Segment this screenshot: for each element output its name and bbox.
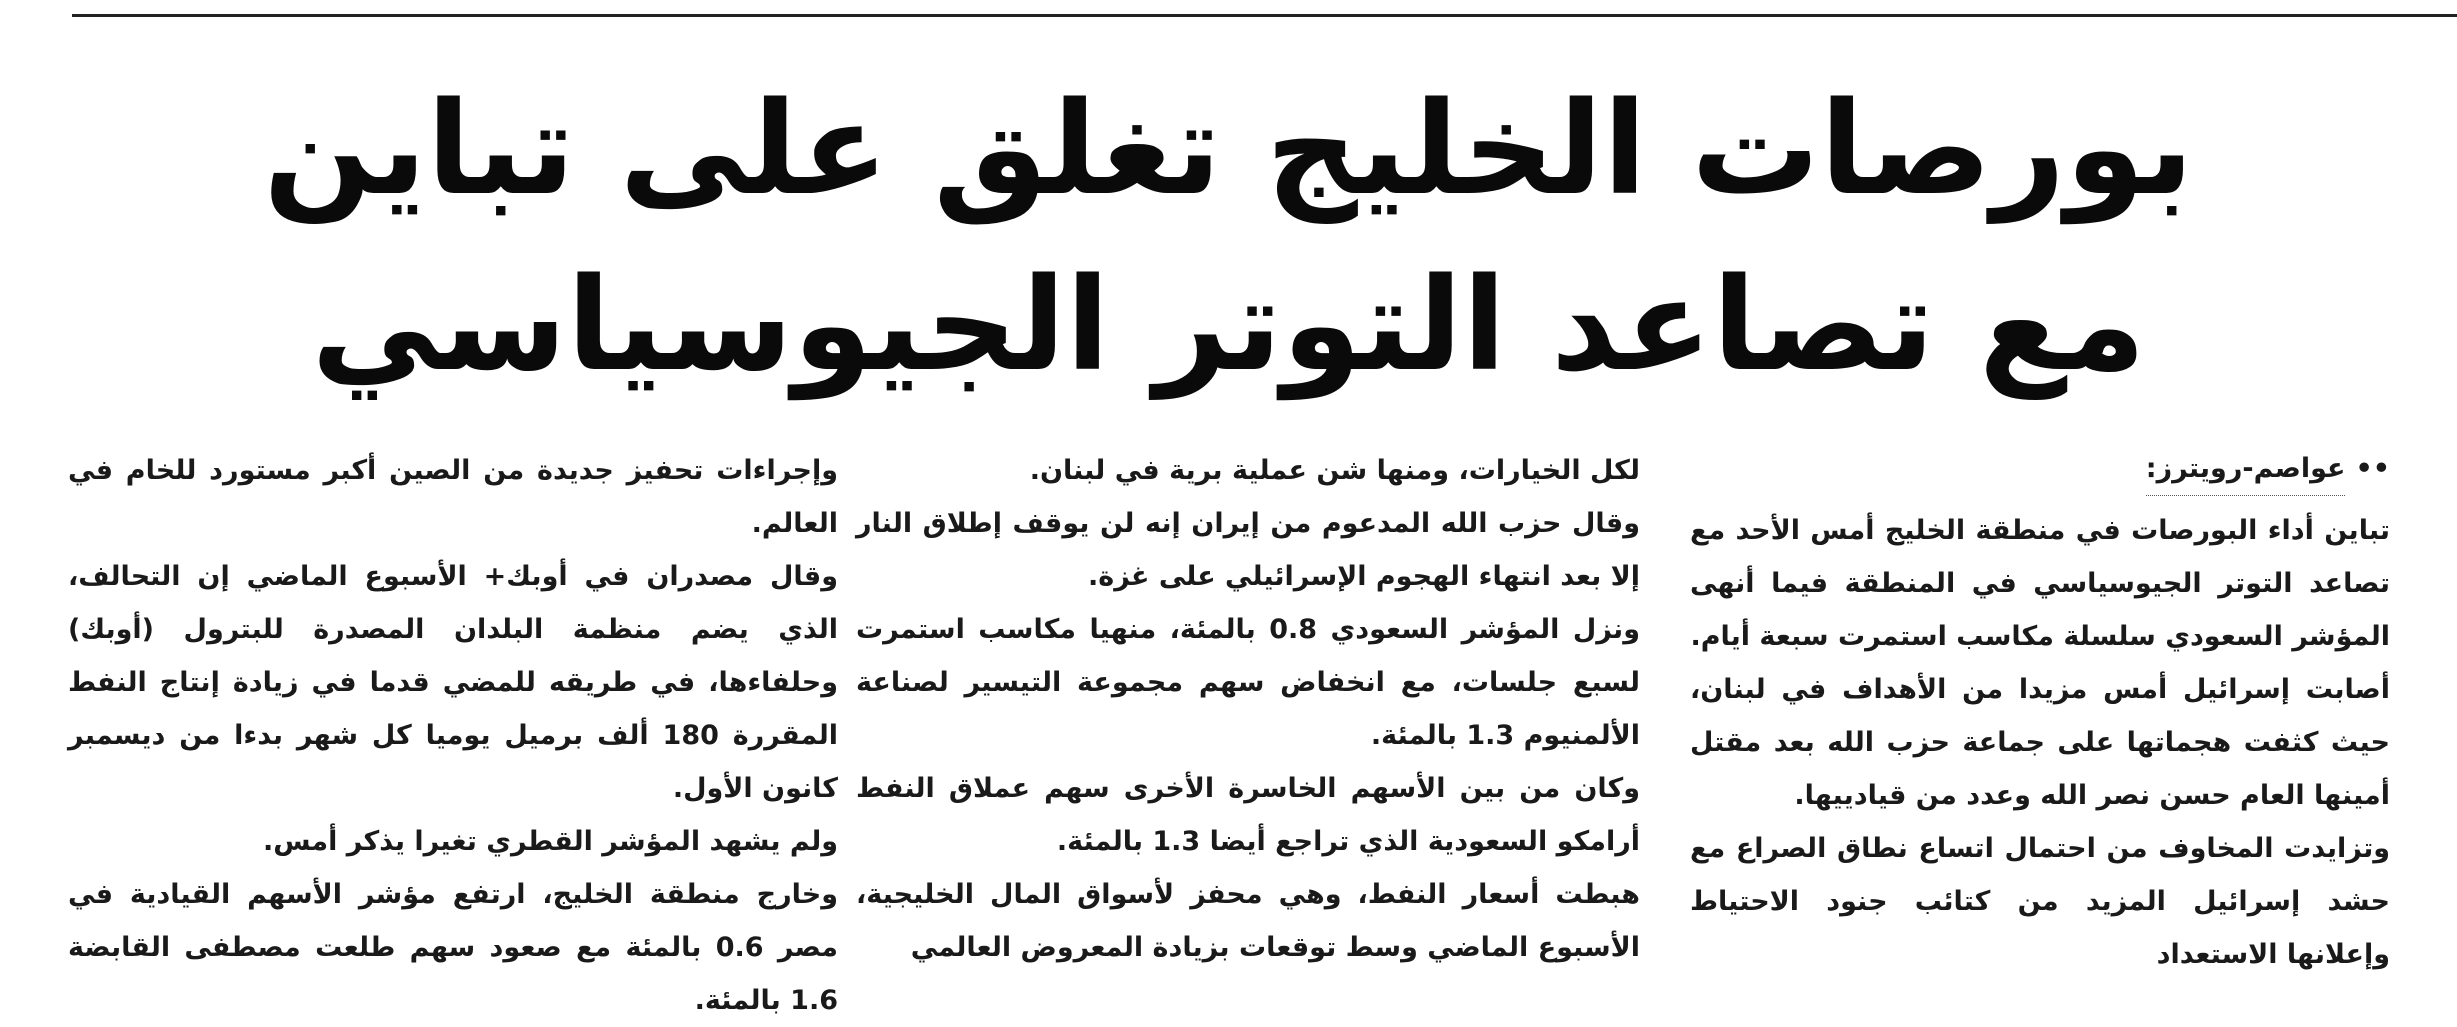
headline-line-1: بورصات الخليج تغلق على تباين (263, 75, 2194, 224)
paragraph: وتزايدت المخاوف من احتمال اتساع نطاق الصراع مع حشد إسرائيل المزيد من كتائب جنود الاحتياط وإعلانها الاستعداد (1690, 833, 2390, 970)
headline-line-2: مع تصاعد التوتر الجيوسياسي (311, 251, 2146, 400)
paragraph: وقال مصدران في أوبك+ الأسبوع الماضي إن التحالف، الذي يضم منظمة البلدان المصدرة للبترول (أوبك) وحلفاءها، في طريقه للمضي قدما في زيادة إنتاج النفط المقررة 180 ألف برميل يوميا كل شهر بدءا من ديسمبر كانون الأول. (68, 561, 838, 804)
byline (1690, 442, 2390, 496)
paragraph: هبطت أسعار النفط، وهي محفز لأسواق المال الخليجية، الأسبوع الماضي وسط توقعات بزيادة المعروض العالمي (856, 879, 1640, 963)
byline-bullets: •• (2355, 453, 2390, 484)
paragraph: تباين أداء البورصات في منطقة الخليج أمس الأحد مع تصاعد التوتر الجيوسياسي في المنطقة فيما أنهى المؤشر السعودي سلسلة مكاسب استمرت سبعة أيام. (1690, 515, 2390, 652)
article-column-middle (856, 444, 1640, 974)
article-column-left (68, 444, 838, 1027)
top-rule (72, 14, 2457, 17)
paragraph: ولم يشهد المؤشر القطري تغيرا يذكر أمس. (262, 826, 838, 857)
byline-source: عواصم-رويترز: (2146, 442, 2346, 496)
paragraph: وإجراءات تحفيز جديدة من الصين أكبر مستورد للخام في العالم. (68, 455, 838, 539)
paragraph: أصابت إسرائيل أمس مزيدا من الأهداف في لبنان، حيث كثفت هجماتها على جماعة حزب الله بعد مقتل أمينها العام حسن نصر الله وعدد من قيادييها. (1690, 674, 2390, 811)
headline (0, 62, 2457, 414)
paragraph: لكل الخيارات، ومنها شن عملية برية في لبنان. (1029, 455, 1640, 486)
paragraph: وخارج منطقة الخليج، ارتفع مؤشر الأسهم القيادية في مصر 0.6 بالمئة مع صعود سهم طلعت مصطفى القابضة 1.6 بالمئة. (68, 879, 838, 1016)
article-column-right (1690, 442, 2390, 981)
paragraph: وقال حزب الله المدعوم من إيران إنه لن يوقف إطلاق النار إلا بعد انتهاء الهجوم الإسرائيلي على غزة. (856, 508, 1640, 592)
paragraph: ونزل المؤشر السعودي 0.8 بالمئة، منهيا مكاسب استمرت لسبع جلسات، مع انخفاض سهم مجموعة التيسير لصناعة الألمنيوم 1.3 بالمئة. (856, 614, 1640, 751)
paragraph: وكان من بين الأسهم الخاسرة الأخرى سهم عملاق النفط أرامكو السعودية الذي تراجع أيضا 1.3 بالمئة. (856, 773, 1640, 857)
